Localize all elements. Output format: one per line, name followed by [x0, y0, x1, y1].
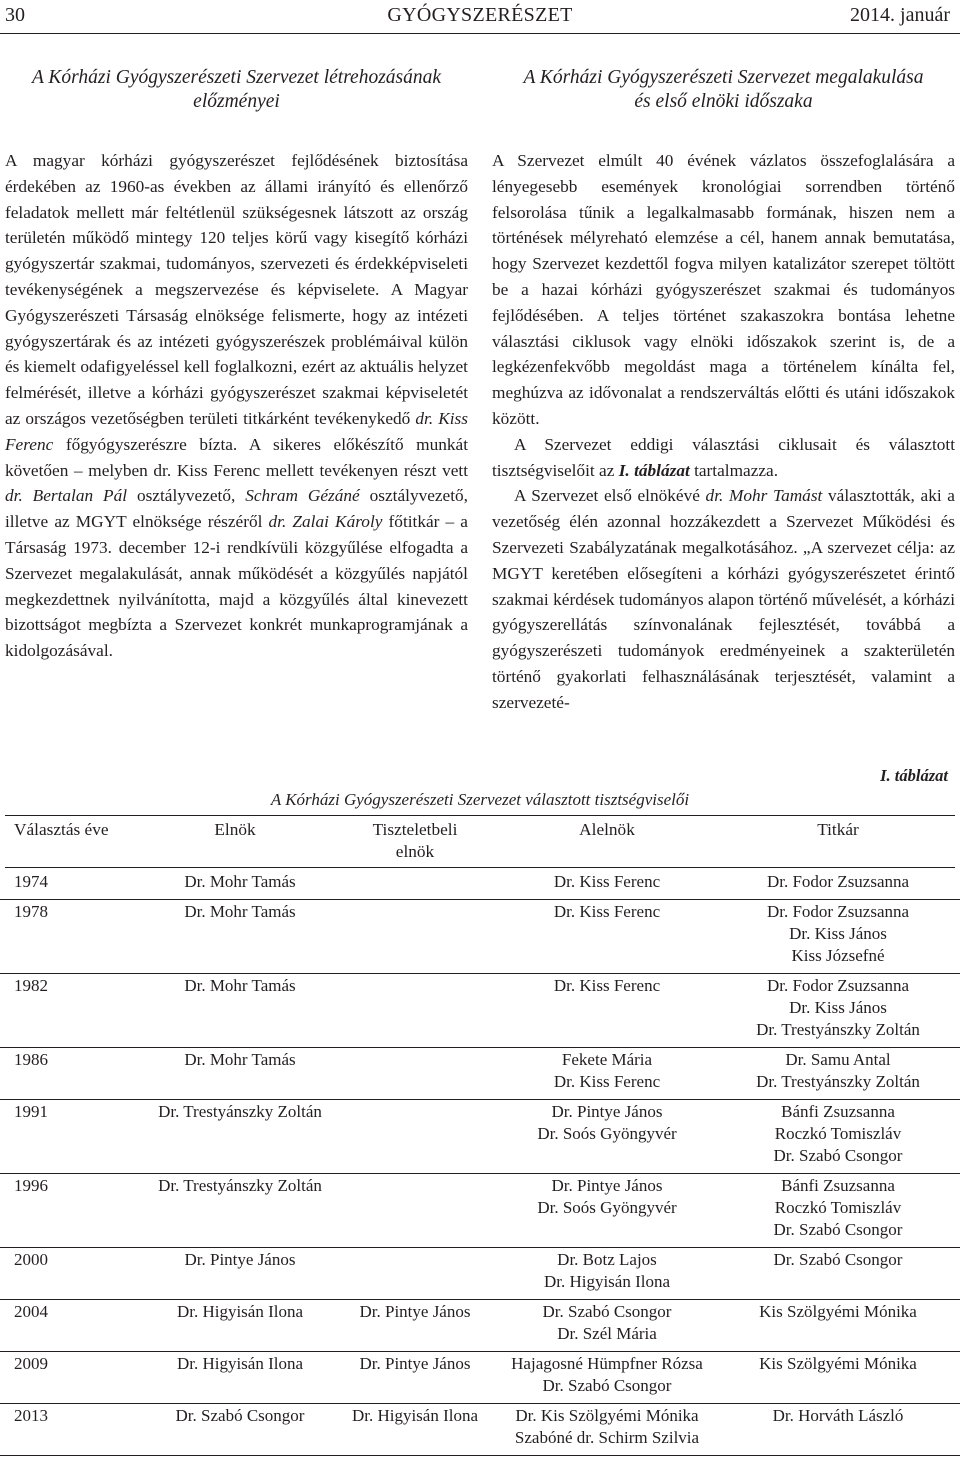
header-president: Elnök	[214, 820, 256, 839]
body-paragraph	[5, 148, 468, 664]
section-title-history	[5, 66, 468, 114]
table-row	[0, 974, 960, 1048]
cell-year-line: 1986	[14, 1050, 48, 1069]
cell-secretary-line: Roczkó Tomiszláv	[774, 1124, 902, 1143]
cell-secretary	[720, 901, 956, 967]
cell-year	[14, 1301, 48, 1323]
cell-secretary-line: Dr. Kiss János	[789, 924, 887, 943]
section-title-founding	[492, 66, 955, 114]
text-run: főgyógyszerészre bízta. A sikeres előkészítő munkát követően – melyben dr. Kiss Ferenc mellett tevékenyen részt vett	[5, 434, 468, 480]
header-honorary-line: elnök	[395, 842, 435, 861]
section-title-line: A Kórházi Gyógyszerészeti Szervezet megalakulása	[523, 67, 924, 88]
cell-president	[140, 901, 340, 923]
header-honorary	[340, 819, 490, 863]
page-header	[0, 0, 960, 36]
table-row	[0, 1048, 960, 1100]
cell-year-line: 1996	[14, 1176, 48, 1195]
cell-president	[140, 1405, 340, 1427]
cell-secretary-line: Dr. Szabó Csongor	[773, 1146, 903, 1165]
header-secretary: Titkár	[817, 820, 859, 839]
cell-vice	[495, 975, 719, 997]
cell-secretary-line: Dr. Horváth László	[772, 1406, 904, 1425]
page-number: 30	[5, 4, 25, 26]
cell-secretary-line: Kis Szölgyémi Mónika	[759, 1302, 917, 1321]
cell-president-line: Dr. Mohr Tamás	[184, 976, 296, 995]
cell-secretary-line: Bánfi Zsuzsanna	[781, 1102, 895, 1121]
cell-year	[14, 1049, 48, 1071]
table-rule	[5, 815, 955, 816]
table-body	[0, 870, 960, 1456]
journal-title: GYÓGYSZERÉSZET	[387, 4, 573, 26]
cell-vice	[495, 871, 719, 893]
cell-vice-line: Dr. Szél Mária	[557, 1324, 657, 1343]
cell-president	[140, 1101, 340, 1123]
cell-vice	[495, 1175, 719, 1219]
table-rule	[5, 867, 955, 868]
table-row	[0, 1300, 960, 1352]
cell-year-line: 1978	[14, 902, 48, 921]
cell-president-line: Dr. Higyisán Ilona	[176, 1354, 304, 1373]
cell-president-line: Dr. Trestyánszky Zoltán	[158, 1176, 322, 1195]
table-row	[0, 1248, 960, 1300]
table-row	[0, 900, 960, 974]
header-honorary-line: Tiszteletbeli	[372, 820, 458, 839]
cell-secretary-line: Dr. Kiss János	[789, 998, 887, 1017]
section-title-line: előzményei	[193, 91, 280, 112]
section-title-line: és első elnöki időszaka	[634, 91, 813, 112]
body-paragraph	[492, 483, 955, 715]
person-name: dr. Zalai Károly	[268, 512, 383, 532]
cell-secretary-line: Kiss Józsefné	[791, 946, 885, 965]
table-title: A Kórházi Gyógyszerészeti Szervezet választott tisztségviselői	[270, 790, 690, 809]
cell-year	[14, 1101, 48, 1123]
cell-vice-line: Szabóné dr. Schirm Szilvia	[514, 1428, 700, 1447]
cell-president	[140, 1175, 340, 1197]
cell-secretary-line: Dr. Samu Antal	[785, 1050, 891, 1069]
cell-vice-line: Dr. Kiss Ferenc	[553, 902, 661, 921]
table-row	[0, 1352, 960, 1404]
cell-vice	[495, 1249, 719, 1293]
cell-honorary-line: Dr. Higyisán Ilona	[351, 1406, 479, 1425]
left-column	[5, 66, 468, 664]
person-name: dr. Kiss Ferenc	[5, 408, 468, 454]
cell-vice-line: Fekete Mária	[561, 1050, 653, 1069]
text-run: választották, aki a vezetőség élén azonnal hozzákezdett a Szervezet Működési és Szervezeti Szabályzatának megalkotásához. „A szervezet célja: az MGYT keretében elősegíteni a kórházi gyógyszerészetet érintő szakmai kérdések tudományos alapon történő művelését, a kórházi gyógyszerellátás színvonalának fejlesztését, továbbá a gyógyszerészeti tudományok eredményeinek a szakterületén történő gyakorlati felhasználásának terjesztését, valamint a szervezeté-	[492, 486, 955, 712]
text-run: osztályvezető,	[127, 486, 246, 506]
cell-vice-line: Dr. Kiss Ferenc	[553, 872, 661, 891]
cell-secretary-line: Kis Szölgyémi Mónika	[759, 1354, 917, 1373]
cell-secretary-line: Dr. Trestyánszky Zoltán	[756, 1072, 920, 1091]
cell-secretary	[720, 1049, 956, 1093]
person-name: dr. Bertalan Pál	[5, 486, 128, 506]
text-run: A Szervezet első elnökévé	[514, 486, 706, 506]
table-row	[0, 1174, 960, 1248]
cell-secretary	[720, 1101, 956, 1167]
cell-year-line: 1982	[14, 976, 48, 995]
section-title-line: A Kórházi Gyógyszerészeti Szervezet létrehozásának	[31, 67, 442, 88]
cell-vice	[495, 1405, 719, 1449]
body-paragraph	[492, 432, 955, 484]
cell-vice-line: Dr. Soós Gyöngyvér	[537, 1198, 677, 1217]
cell-vice	[495, 1353, 719, 1397]
cell-year-line: 2004	[14, 1302, 48, 1321]
cell-vice-line: Dr. Szabó Csongor	[542, 1376, 672, 1395]
cell-secretary	[720, 1353, 956, 1375]
cell-honorary	[340, 1353, 490, 1375]
cell-secretary	[720, 1175, 956, 1241]
cell-president	[140, 975, 340, 997]
cell-president	[140, 1301, 340, 1323]
cell-secretary-line: Dr. Fodor Zsuzsanna	[766, 872, 910, 891]
header-year: Választás éve	[14, 820, 109, 839]
cell-president	[140, 1353, 340, 1375]
cell-secretary-line: Dr. Szabó Csongor	[773, 1250, 903, 1269]
cell-secretary-line: Dr. Trestyánszky Zoltán	[756, 1020, 920, 1039]
cell-president-line: Dr. Mohr Tamás	[184, 902, 296, 921]
cell-president-line: Dr. Trestyánszky Zoltán	[158, 1102, 322, 1121]
text-run: főtitkár – a Társaság 1973. december 12-i rendkívüli közgyűlése elfogadta a Szervezet megalakulását, annak működését a közgyűlés napjától megkezdettnek nyilvánította, majd a közgyűlés által kinevezett bizottságot megbízta a Szervezet konkrét munkaprogramjának a kidolgozásával.	[5, 512, 468, 661]
cell-year	[14, 1405, 48, 1427]
cell-president-line: Dr. Mohr Tamás	[184, 1050, 296, 1069]
cell-vice-line: Dr. Szabó Csongor	[542, 1302, 672, 1321]
cell-secretary-line: Dr. Szabó Csongor	[773, 1220, 903, 1239]
cell-secretary	[720, 871, 956, 893]
cell-secretary	[720, 1249, 956, 1271]
cell-vice	[495, 1101, 719, 1145]
cell-president-line: Dr. Mohr Tamás	[184, 872, 296, 891]
cell-president	[140, 1049, 340, 1071]
cell-secretary-line: Dr. Fodor Zsuzsanna	[766, 902, 910, 921]
table-row	[0, 1404, 960, 1456]
text-run: osztályvezető, illetve az MGYT elnöksége részéről	[5, 486, 468, 532]
cell-vice-line: Dr. Pintye János	[551, 1176, 663, 1195]
cell-honorary-line: Dr. Pintye János	[359, 1354, 471, 1373]
cell-year	[14, 1175, 48, 1197]
table-label: I. táblázat	[880, 766, 948, 785]
cell-vice-line: Dr. Kiss Ferenc	[553, 1072, 661, 1091]
cell-year	[14, 975, 48, 997]
cell-vice-line: Dr. Kiss Ferenc	[553, 976, 661, 995]
cell-year-line: 1974	[14, 872, 48, 891]
text-run: A magyar kórházi gyógyszerészet fejlődésének biztosítása érdekében az 1960-as években az állami irányító és ellenőrző feladatok mellett már feltétlenül szükségesnek látszott az ország területén működő mintegy 120 teljes körű vagy kisegítő kórházi gyógyszertár szakmai, tudományos, szervezeti és érdekképviseleti tevékenységének a megszervezése és képviselete. A Magyar Gyógyszerészeti Társaság elnöksége felismerte, hogy az intézeti gyógyszertárak és az intézeti gyógyszerészek problémáival külön és kiemelt odafigyeléssel kell foglalkozni, ezért az aktuális helyzet felmérését, illetve a kórházi gyógyszerészet szakmai képviseletét az országos vezetőségben területi titkárként tevékenykedő	[5, 151, 468, 428]
person-name: dr. Mohr Tamást	[705, 486, 823, 506]
cell-honorary	[340, 1301, 490, 1323]
cell-president	[140, 1249, 340, 1271]
cell-year	[14, 901, 48, 923]
header-vice: Alelnök	[579, 820, 635, 839]
table-header	[0, 818, 960, 864]
cell-vice	[495, 1301, 719, 1345]
table-row	[0, 1100, 960, 1174]
cell-president-line: Dr. Higyisán Ilona	[176, 1302, 304, 1321]
cell-secretary	[720, 1405, 956, 1427]
cell-year-line: 2000	[14, 1250, 48, 1269]
text-run: A Szervezet eddigi választási ciklusait és választott tisztségviselőit az	[492, 434, 955, 480]
table-row	[0, 870, 960, 900]
cell-president-line: Dr. Pintye János	[184, 1250, 296, 1269]
cell-year	[14, 871, 48, 893]
cell-vice-line: Dr. Soós Gyöngyvér	[537, 1124, 677, 1143]
cell-secretary	[720, 1301, 956, 1323]
table-reference: I. táblázat	[618, 460, 690, 480]
cell-honorary-line: Dr. Pintye János	[359, 1302, 471, 1321]
cell-secretary-line: Roczkó Tomiszláv	[774, 1198, 902, 1217]
header-divider	[0, 33, 960, 34]
cell-president	[140, 871, 340, 893]
cell-honorary	[340, 1405, 490, 1427]
cell-vice	[495, 1049, 719, 1093]
text-run: tartalmazza.	[689, 460, 779, 480]
cell-year	[14, 1249, 48, 1271]
cell-vice	[495, 901, 719, 923]
cell-vice-line: Hajagosné Hümpfner Rózsa	[511, 1354, 703, 1373]
cell-vice-line: Dr. Botz Lajos	[557, 1250, 657, 1269]
right-column	[492, 66, 955, 716]
cell-secretary-line: Dr. Fodor Zsuzsanna	[766, 976, 910, 995]
cell-year-line: 2009	[14, 1354, 48, 1373]
person-name: Schram Gézáné	[245, 486, 360, 506]
cell-year	[14, 1353, 48, 1375]
body-paragraph: A Szervezet elmúlt 40 évének vázlatos összefoglalására a lényegesebb események kronológiai sorrendben történő felsorolása tűnik a legalkalmasabb formának, hiszen nem a történések mélyreható elemzése a cél, hanem annak bemutatása, hogy Szervezet kezdettől fogva milyen katalizátor szerepet töltött be a hazai kórházi gyógyszerészet szakmai és tudományos fejlődésében. A teljes történet szakaszokra bontása lehetne választási ciklusok vagy elnöki időszakok szerint is, de a legkézenfekvőbb megoldást maga a történelem kínálta fel, meghúzva az idővonalat a rendszerváltás előtti és utáni időszakok között.	[492, 151, 955, 428]
cell-year-line: 2013	[14, 1406, 48, 1425]
cell-secretary	[720, 975, 956, 1041]
cell-vice-line: Dr. Higyisán Ilona	[543, 1272, 671, 1291]
cell-vice-line: Dr. Pintye János	[551, 1102, 663, 1121]
cell-president-line: Dr. Szabó Csongor	[175, 1406, 305, 1425]
cell-secretary-line: Bánfi Zsuzsanna	[781, 1176, 895, 1195]
issue-date: 2014. január	[850, 4, 950, 26]
cell-year-line: 1991	[14, 1102, 48, 1121]
cell-vice-line: Dr. Kis Szölgyémi Mónika	[515, 1406, 699, 1425]
